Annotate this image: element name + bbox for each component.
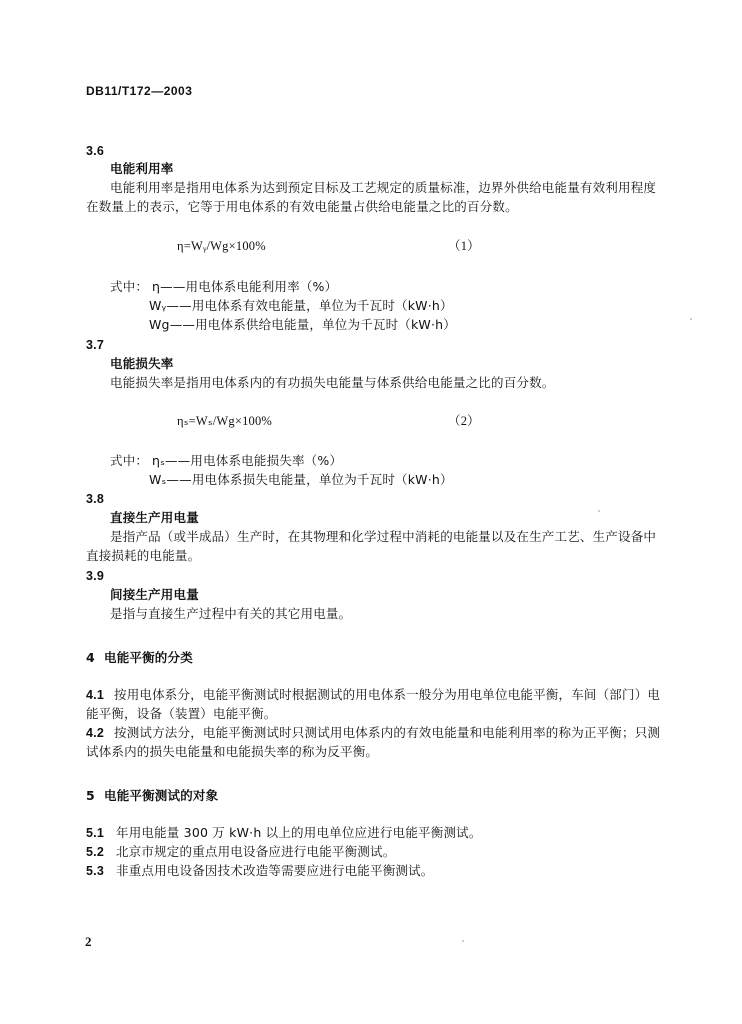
- formula: η=Wᵧ/Wg×100%: [177, 239, 266, 253]
- page-number: 2: [85, 934, 92, 949]
- clause-text: 按用电体系分，电能平衡测试时根据测试的用电体系一般分为用电单位电能平衡，车间（部门）电: [114, 687, 661, 702]
- clause-number: 3.8: [86, 492, 104, 506]
- scan-speck: [462, 940, 464, 942]
- clause-number: 3.9: [86, 569, 104, 583]
- term-title: 电能损失率: [110, 356, 174, 371]
- clause-text: 能平衡，设备（装置）电能平衡。: [86, 706, 277, 721]
- section-heading: 电能平衡测试的对象: [104, 788, 219, 803]
- definition-text: 电能利用率是指用电体系为达到预定目标及工艺规定的质量标准，边界外供给电能量有效利用程度: [110, 180, 657, 195]
- clause-number: 4.1: [86, 688, 104, 702]
- definition-text: 电能损失率是指用电体系内的有功损失电能量与体系供给电能量之比的百分数。: [110, 375, 555, 390]
- term-title: 直接生产用电量: [110, 510, 199, 525]
- definition-text: 在数量上的表示，它等于用电体系的有效电能量占供给电能量之比的百分数。: [86, 199, 518, 214]
- clause-number: 3.6: [86, 144, 104, 158]
- clause-text: 北京市规定的重点用电设备应进行电能平衡测试。: [116, 844, 396, 859]
- clause-text: 试体系内的损失电能量和电能损失率的称为反平衡。: [86, 744, 379, 759]
- variable-definition: Wg——用电体系供给电能量，单位为千瓦时（kW·h）: [149, 317, 456, 332]
- formula: ηₛ=Wₛ/Wg×100%: [177, 414, 273, 428]
- variable-definition: ηₛ——用电体系电能损失率（%）: [152, 453, 343, 468]
- clause-number: 5.1: [86, 826, 104, 840]
- where-label: 式中：: [110, 279, 149, 294]
- clause-number: 3.7: [86, 338, 104, 352]
- document-code: DB11/T172—2003: [86, 84, 193, 98]
- equation-number: （2）: [448, 414, 480, 428]
- clause-text: 年用电能量 300 万 kW·h 以上的用电单位应进行电能平衡测试。: [116, 825, 482, 840]
- section-number: 5: [86, 788, 95, 803]
- clause-text: 按测试方法分，电能平衡测试时只测试用电体系内的有效电能量和电能利用率的称为正平衡；只测: [114, 725, 661, 740]
- equation-number: （1）: [448, 239, 480, 253]
- clause-number: 5.3: [86, 864, 104, 878]
- clause-number: 4.2: [86, 726, 104, 740]
- variable-definition: Wₛ——用电体系损失电能量，单位为千瓦时（kW·h）: [149, 472, 453, 487]
- scan-speck: [690, 318, 692, 320]
- definition-text: 直接损耗的电能量。: [86, 548, 201, 563]
- definition-text: 是指产品（或半成品）生产时，在其物理和化学过程中消耗的电能量以及在生产工艺、生产设备中: [110, 529, 657, 544]
- variable-definition: Wᵧ——用电体系有效电能量，单位为千瓦时（kW·h）: [149, 298, 453, 313]
- definition-text: 是指与直接生产过程中有关的其它用电量。: [110, 606, 352, 621]
- clause-text: 非重点用电设备因技术改造等需要应进行电能平衡测试。: [116, 863, 434, 878]
- section-heading: 电能平衡的分类: [104, 650, 193, 665]
- where-label: 式中：: [110, 453, 149, 468]
- clause-number: 5.2: [86, 845, 104, 859]
- variable-definition: η——用电体系电能利用率（%）: [152, 279, 338, 294]
- term-title: 电能利用率: [110, 161, 174, 176]
- term-title: 间接生产用电量: [110, 587, 199, 602]
- scan-speck: [598, 510, 600, 512]
- section-number: 4: [86, 650, 95, 665]
